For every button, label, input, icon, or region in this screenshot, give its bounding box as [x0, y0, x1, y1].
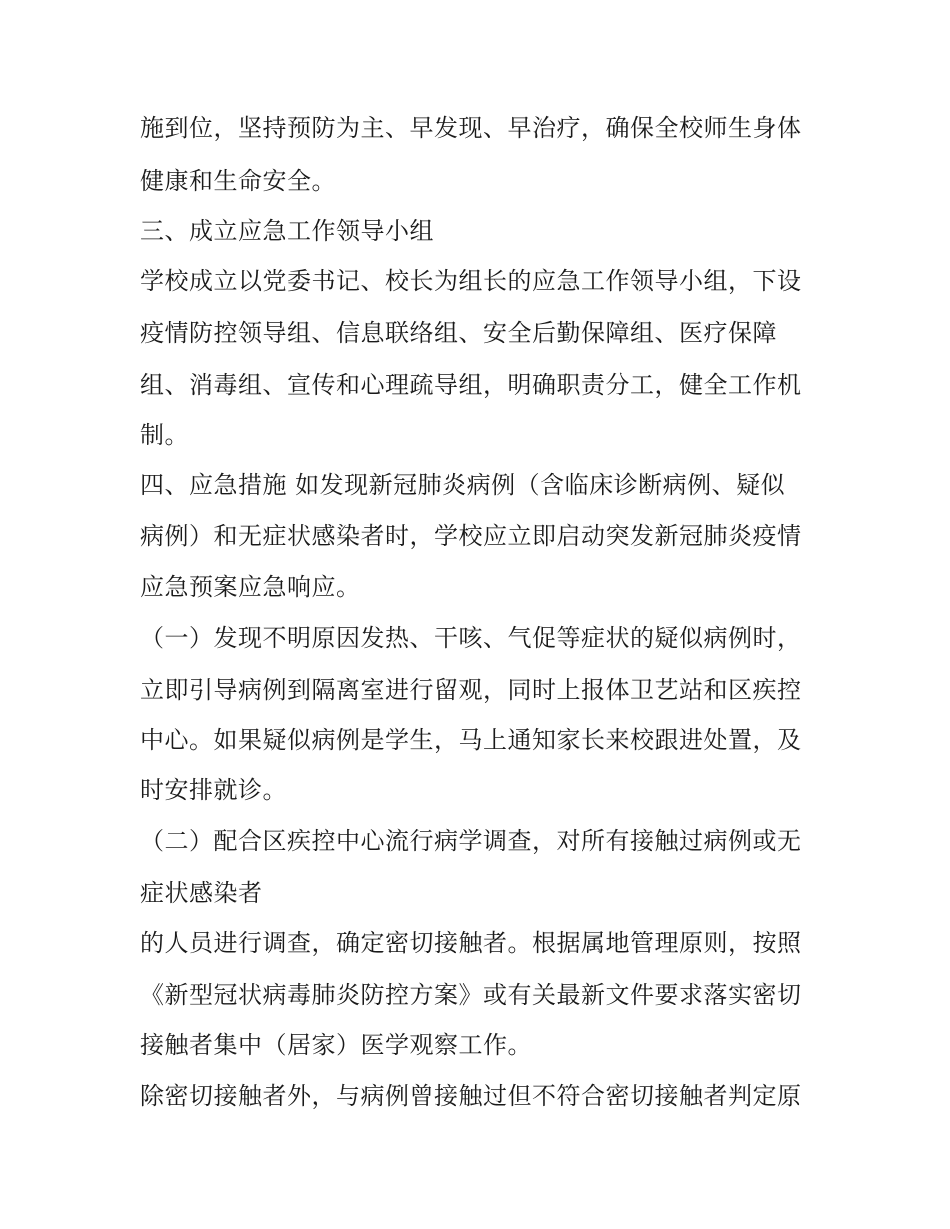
- text-line: 中心。如果疑似病例是学生，马上通知家长来校跟进处置，及: [140, 726, 802, 754]
- text-line: 组、消毒组、宣传和心理疏导组，明确职责分工，健全工作机: [140, 371, 802, 399]
- text-line: 症状感染者: [140, 879, 263, 907]
- text-line: 健康和生命安全。: [140, 167, 336, 195]
- text-line: 学校成立以党委书记、校长为组长的应急工作领导小组，下设: [140, 267, 802, 295]
- text-line: 的人员进行调查，确定密切接触者。根据属地管理原则，按照: [140, 929, 802, 957]
- text-line: 疫情防控领导组、信息联络组、安全后勤保障组、医疗保障: [140, 319, 777, 347]
- text-line: 病例）和无症状感染者时，学校应立即启动突发新冠肺炎疫情: [140, 522, 802, 550]
- text-line: （一）发现不明原因发热、干咳、气促等症状的疑似病例时，: [140, 624, 802, 652]
- text-line: 接触者集中（居家）医学观察工作。: [140, 1031, 532, 1059]
- text-line: 除密切接触者外，与病例曾接触过但不符合密切接触者判定原: [140, 1082, 802, 1110]
- text-line: 时安排就诊。: [140, 776, 287, 804]
- text-line: 应急预案应急响应。: [140, 573, 361, 601]
- section-heading: 四、应急措施 如发现新冠肺炎病例（含临床诊断病例、疑似: [140, 471, 786, 499]
- text-line: 《新型冠状病毒肺炎防控方案》或有关最新文件要求落实密切: [140, 981, 802, 1009]
- text-line: 制。: [140, 421, 189, 449]
- text-line: 立即引导病例到隔离室进行留观，同时上报体卫艺站和区疾控: [140, 676, 802, 704]
- text-line: （二）配合区疾控中心流行病学调查，对所有接触过病例或无: [140, 827, 802, 855]
- text-line: 施到位，坚持预防为主、早发现、早治疗，确保全校师生身体: [140, 114, 802, 142]
- section-heading: 三、成立应急工作领导小组: [140, 217, 434, 245]
